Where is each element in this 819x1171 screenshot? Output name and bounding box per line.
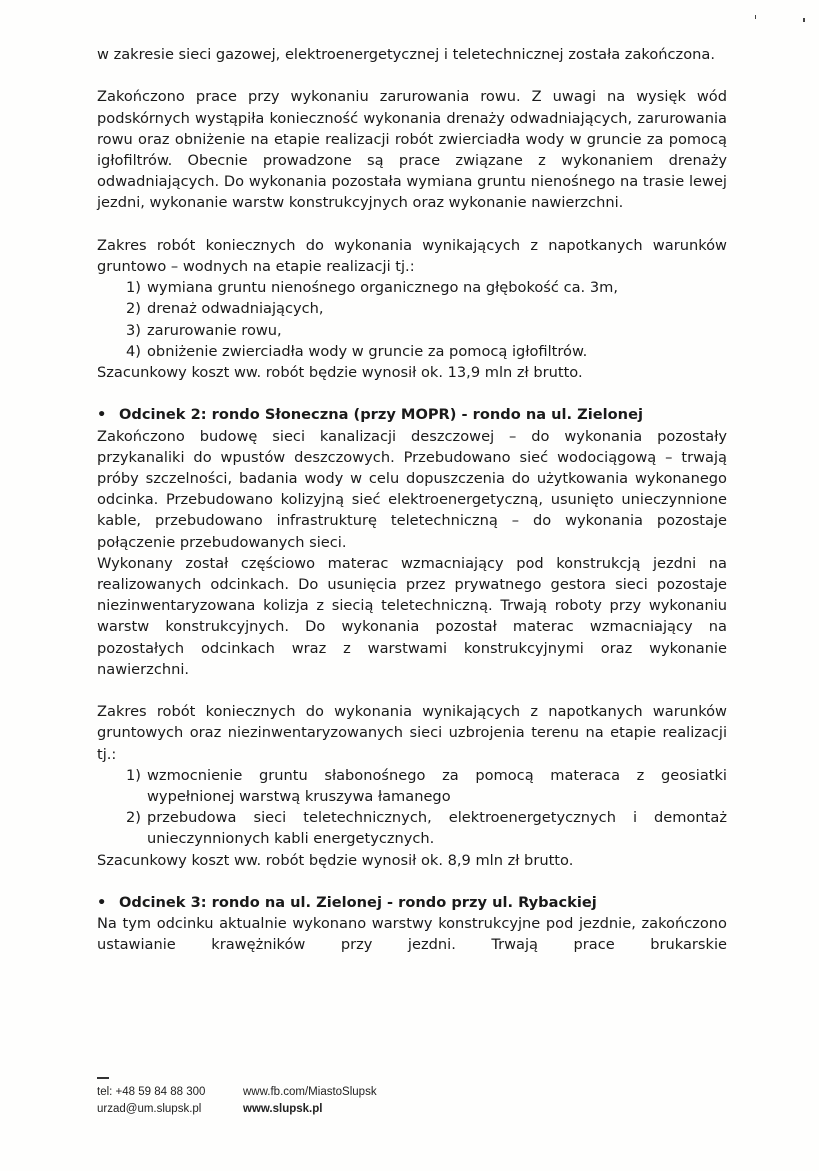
list-item: 1) wzmocnienie gruntu słabonośnego za pomocą materaca z geosiatki wypełnionej warstwą kruszywa łamanego <box>126 766 727 806</box>
scan-mark <box>803 18 805 22</box>
footer-phone: tel: +48 59 84 88 300 <box>97 1085 206 1098</box>
section-2-paragraph-1: Zakończono budowę sieci kanalizacji deszczowej – do wykonania pozostały przykanaliki do wpustów deszczowych. Przebudowano sieć wodociągową – trwają próby szczelności, badania wody w celu dopuszczenia do użytkowania wykonanego odcinka. Przebudowano kolizyjną sieć elektroenergetyczną, usunięto unieczynnione kable, przebudowano infrastrukturę teletechniczną – do wykonania pozostaje połączenie przebudowanych sieci. <box>97 427 727 551</box>
footer-email-link[interactable]: urzad@um.slupsk.pl <box>97 1102 202 1115</box>
document-body <box>97 44 727 956</box>
section-2-paragraph-2: Wykonany został częściowo materac wzmacniający pod konstrukcją jezdni na realizowanych odcinkach. Do usunięcia przez prywatnego gestora sieci pozostaje niezinwentaryzowana kolizja z siecią teletechniczną. Trwają roboty przy wykonaniu warstw konstrukcyjnych. Do wykonania pozostał materac wzmacniający na pozostałych odcinkach wraz z warstwami konstrukcyjnymi oraz wykonanie nawierzchni. <box>97 554 727 678</box>
section-3-paragraph-1: Na tym odcinku aktualnie wykonano warstwy konstrukcyjne pod jezdnie, zakończono ustawianie krawężników przy jezdni. Trwają prace brukarskie <box>97 915 727 954</box>
footer-divider <box>97 1077 109 1079</box>
scan-mark <box>755 15 756 19</box>
list-item: 4) obniżenie zwierciadła wody w gruncie za pomocą igłofiltrów. <box>126 342 588 360</box>
list-item: 2) drenaż odwadniających, <box>126 300 324 318</box>
bullet-icon: • <box>97 894 107 912</box>
bullet-icon: • <box>97 406 107 424</box>
cost-estimate-1: Szacunkowy koszt ww. robót będzie wynosił ok. 13,9 mln zł brutto. <box>97 364 583 382</box>
section-heading-2: • Odcinek 2: rondo Słoneczna (przy MOPR) - rondo na ul. Zielonej <box>97 404 727 425</box>
section-heading-3: • Odcinek 3: rondo na ul. Zielonej - rondo przy ul. Rybackiej <box>97 892 727 913</box>
list-item: 2) przebudowa sieci teletechnicznych, elektroenergetycznych i demontaż unieczynnionych kabli energetycznych. <box>126 809 727 848</box>
scope-list-1 <box>97 277 727 362</box>
paragraph-continuation: w zakresie sieci gazowej, elektroenergetycznej i teletechnicznej została zakończona. <box>97 46 715 63</box>
scope-intro-2: Zakres robót koniecznych do wykonania wynikających z napotkanych warunków gruntowych oraz niezinwentaryzowanych sieci uzbrojenia terenu na etapie realizacji tj.: <box>97 703 727 763</box>
list-item: 1) wymiana gruntu nienośnego organicznego na głębokość ca. 3m, <box>126 279 618 297</box>
cost-estimate-2: Szacunkowy koszt ww. robót będzie wynosił ok. 8,9 mln zł brutto. <box>97 851 574 869</box>
footer-facebook-link[interactable]: www.fb.com/MiastoSlupsk <box>243 1085 377 1098</box>
scope-intro-1: Zakres robót koniecznych do wykonania wynikających z napotkanych warunków gruntowo – wodnych na etapie realizacji tj.: <box>97 236 727 275</box>
list-item: 3) zarurowanie rowu, <box>126 321 282 339</box>
page-footer <box>97 1077 377 1118</box>
paragraph-ditch-works: Zakończono prace przy wykonaniu zarurowania rowu. Z uwagi na wysięk wód podskórnych wystąpiła konieczność wykonania drenaży odwadniających, zarurowania rowu oraz obniżenie na etapie realizacji robót zwierciadła wody w gruncie za pomocą igłofiltrów. Obecnie prowadzone są prace związane z wykonaniem drenaży odwadniających. Do wykonania pozostała wymiana gruntu nienośnego na trasie lewej jezdni, wykonanie warstw konstrukcyjnych oraz wykonanie nawierzchni. <box>97 88 727 212</box>
footer-website-link[interactable]: www.slupsk.pl <box>243 1102 323 1115</box>
scope-list-2 <box>97 765 727 850</box>
